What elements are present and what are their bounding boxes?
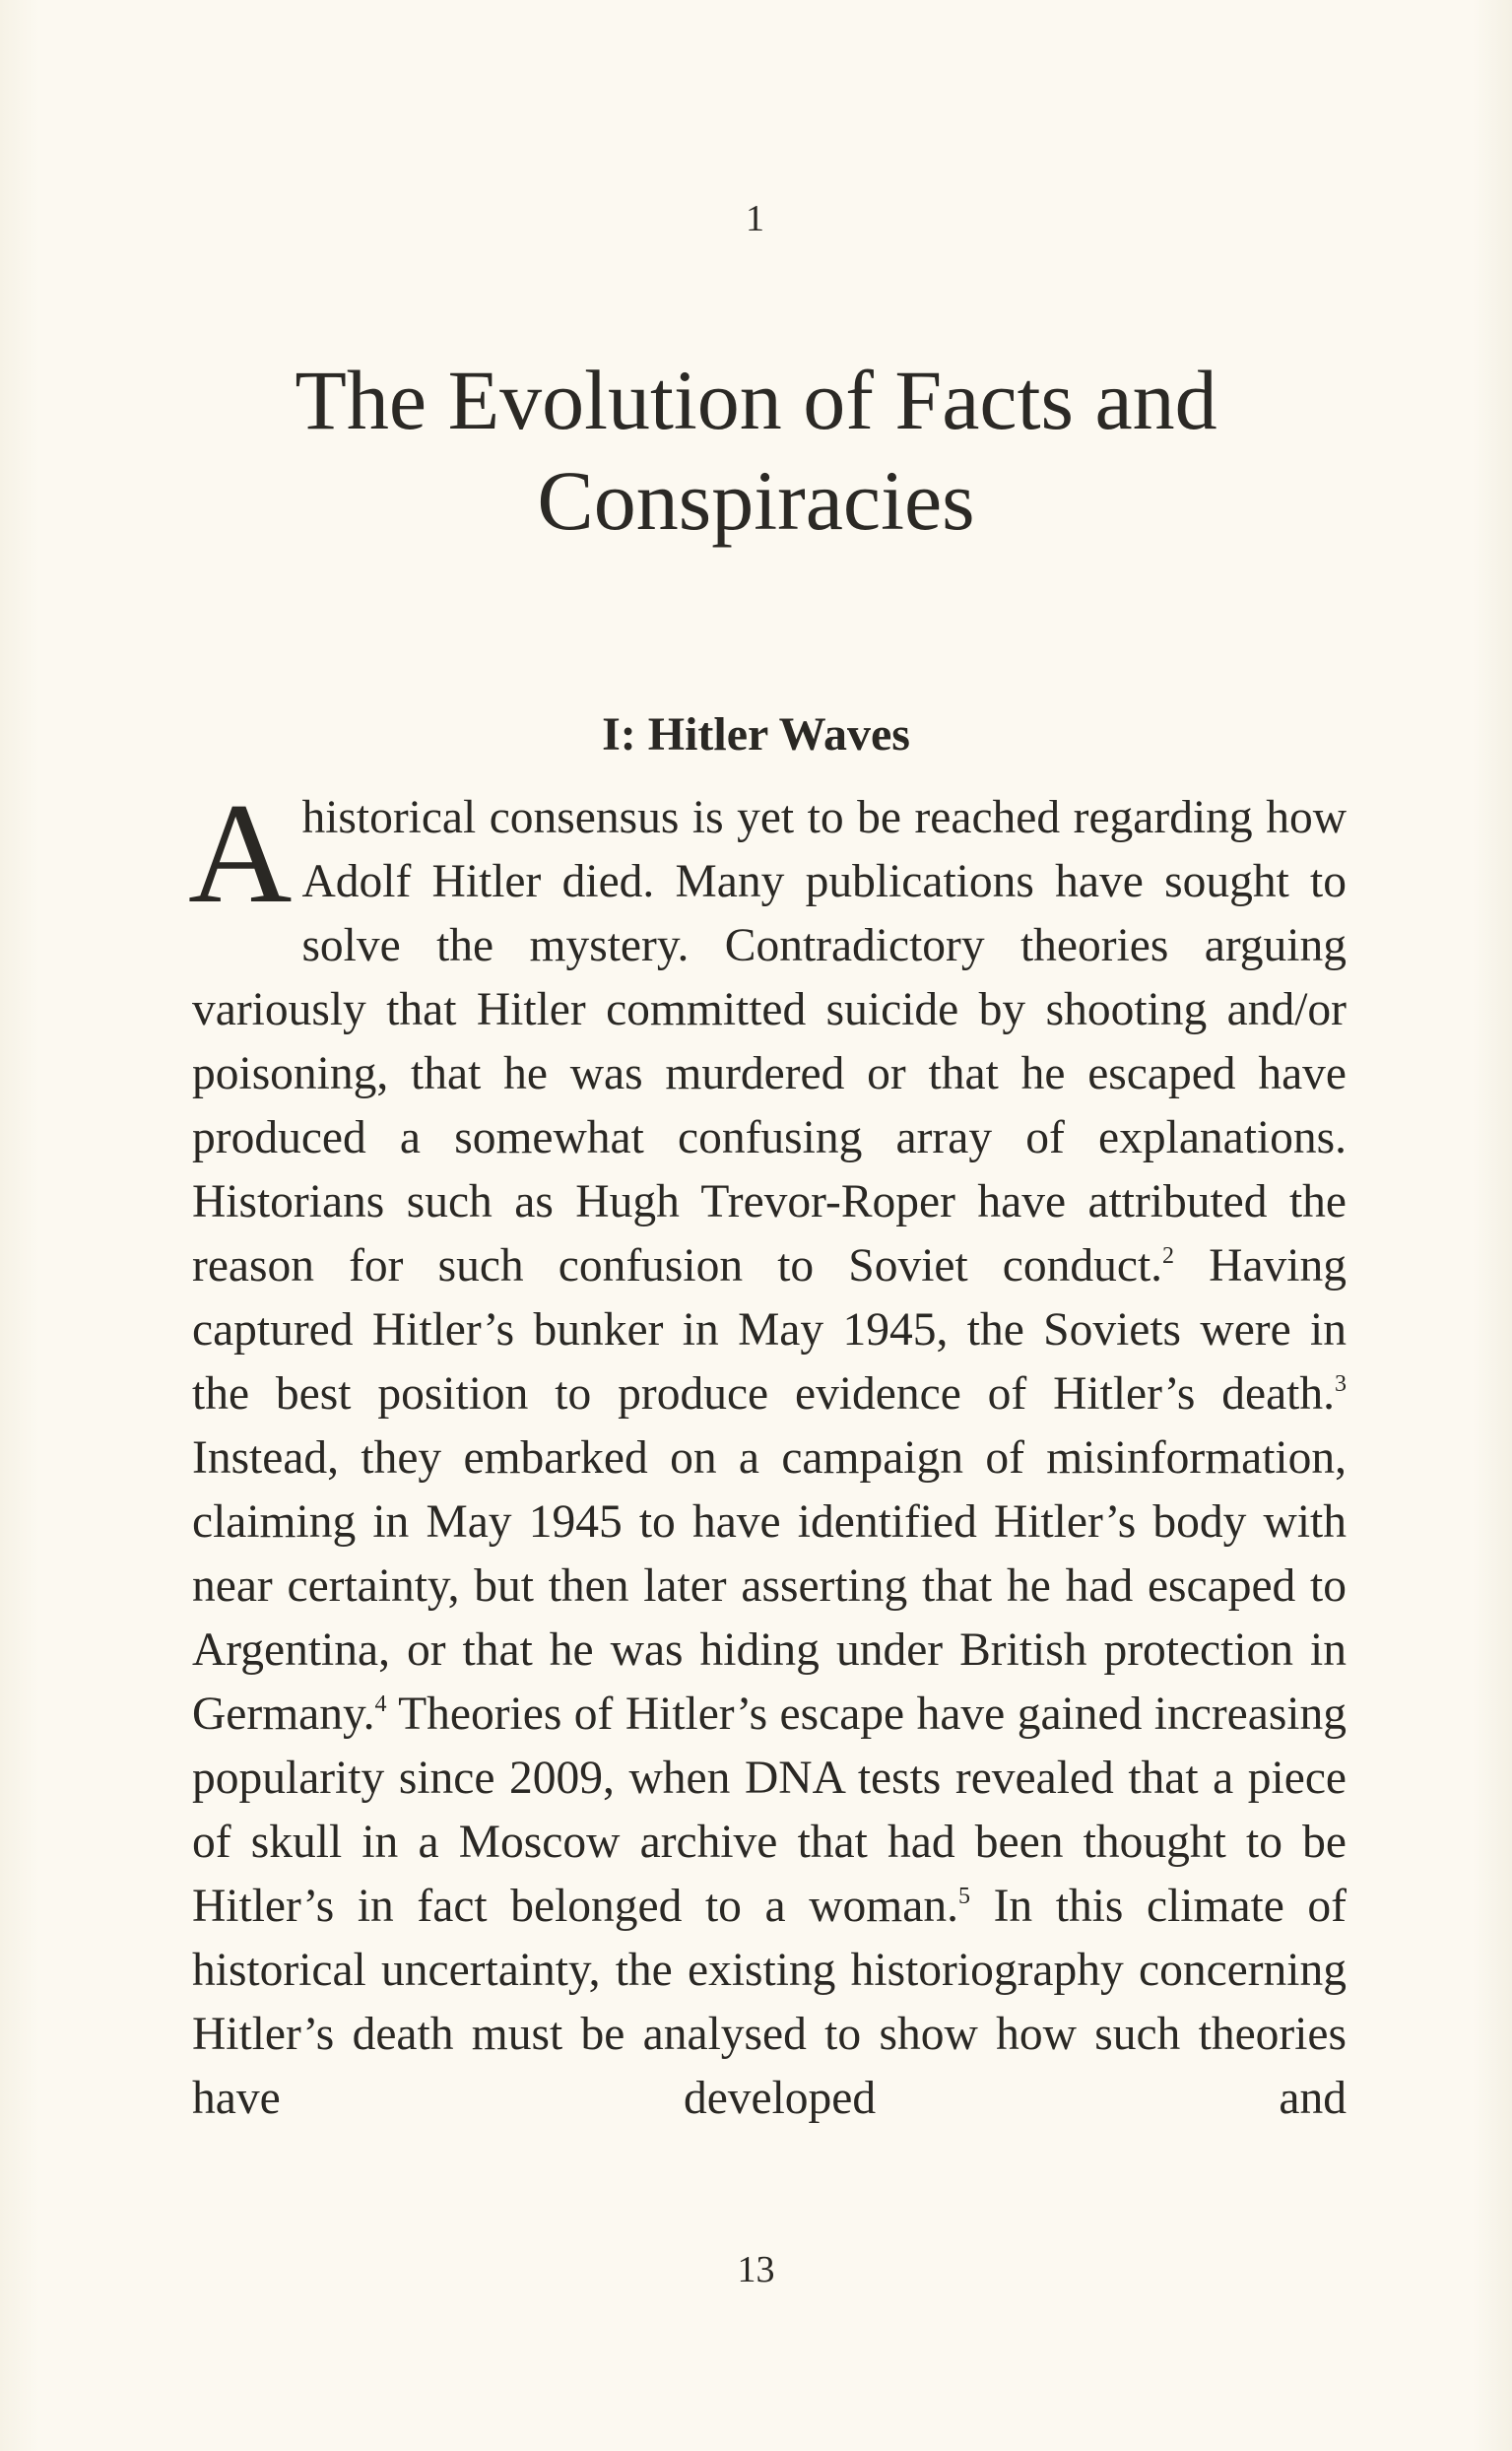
page-number: 13 — [737, 2249, 775, 2290]
body-text-segment: Having captured Hitler’s bunker in May 1945, the Soviets were in the best position to produce evidence of Hitler’s death. — [192, 1240, 1347, 1420]
footnote-marker: 5 — [957, 1884, 970, 1909]
body-text-segment: historical consensus is yet to be reached regarding how Adolf Hitler died. Many publications have sought to solve the mystery. Contradictory theories arguing variously that Hitler committed suicide by shooting and/or poisoning, that he was murdered or that he escaped have produced a somewhat confusing array of explanations. Historians such as Hugh Trevor-Roper have attributed the reason for such confusion to Soviet conduct. — [192, 792, 1347, 1292]
body-text-segment: Theories of Hitler’s escape have gained increasing popularity since 2009, when DNA tests revealed that a piece of skull in a Moscow archive that had been thought to be Hitler’s in fact belonged to a woman. — [192, 1689, 1347, 1932]
chapter-number: 1 — [746, 198, 766, 239]
section-heading: I: Hitler Waves — [602, 708, 910, 761]
footnote-marker: 3 — [1335, 1371, 1347, 1397]
drop-cap: A — [188, 773, 293, 933]
chapter-title: The Evolution of Facts and Conspiracies — [295, 353, 1217, 548]
footnote-marker: 4 — [374, 1691, 387, 1717]
body-text-segment: In this climate of historical uncertainty, the existing historiography concerning Hitler’s death must be analysed to show how such theories have developed and — [192, 1881, 1347, 2124]
body-text-segment: Instead, they embarked on a campaign of misinformation, claiming in May 1945 to have identified Hitler’s body with near certainty, but then later asserting that he had escaped to Argentina, or that he was hiding under British protection in Germany. — [192, 1432, 1347, 1740]
body-paragraph — [188, 773, 1347, 2131]
footnote-marker: 2 — [1162, 1243, 1175, 1269]
